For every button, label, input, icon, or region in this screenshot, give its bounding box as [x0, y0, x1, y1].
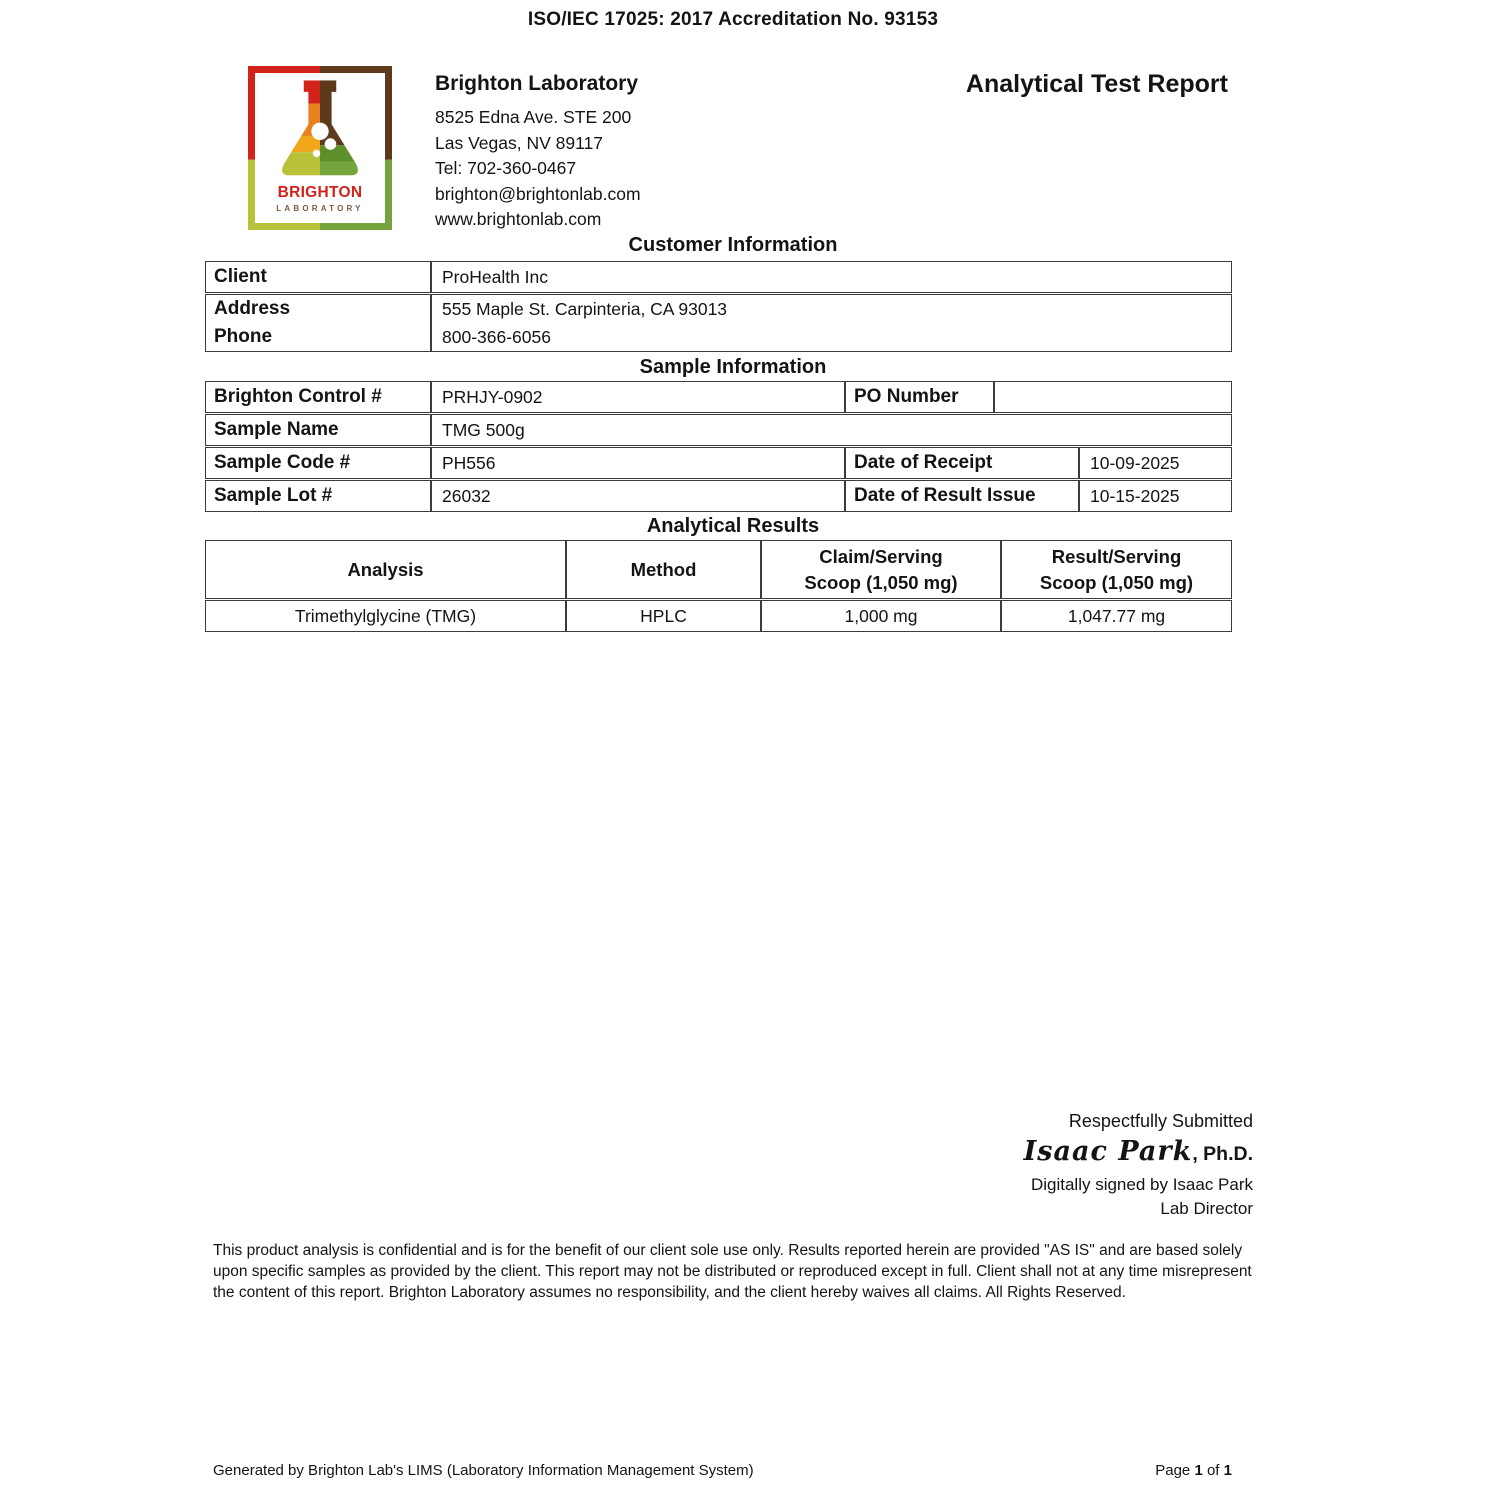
client-label: Client — [205, 261, 431, 293]
date-of-result-issue-label: Date of Result Issue — [845, 480, 1079, 512]
lab-name: Brighton Laboratory — [435, 72, 638, 95]
logo-sub-text: LABORATORY — [276, 204, 364, 213]
flask-icon — [262, 80, 378, 180]
date-of-receipt-value: 10-09-2025 — [1079, 447, 1232, 479]
sample-name-value: TMG 500g — [431, 414, 1232, 446]
claim-column-header: Claim/Serving Scoop (1,050 mg) — [761, 540, 1001, 599]
signature-line — [753, 1136, 1253, 1167]
lab-address-line1: 8525 Edna Ave. STE 200 — [435, 107, 632, 127]
sample-code-label: Sample Code # — [205, 447, 431, 479]
logo-brand-text: BRIGHTON — [277, 184, 363, 201]
sample-information-table — [205, 381, 1232, 512]
address-label: Address — [214, 298, 291, 319]
client-value: ProHealth Inc — [431, 261, 1232, 293]
po-number-value — [994, 381, 1232, 413]
lab-contact-block — [435, 72, 641, 233]
analytical-results-table — [205, 540, 1232, 632]
table-row — [205, 381, 1232, 413]
method-value: HPLC — [566, 600, 761, 632]
result-value: 1,047.77 mg — [1001, 600, 1232, 632]
signature-name: Isaac Park — [1023, 1136, 1193, 1167]
address-phone-labels — [205, 294, 431, 352]
report-title: Analytical Test Report — [965, 70, 1228, 98]
sample-information-title: Sample Information — [639, 356, 827, 378]
method-column-header: Method — [566, 540, 761, 599]
analysis-column-header: Analysis — [205, 540, 566, 599]
respectfully-submitted: Respectfully Submitted — [1068, 1111, 1253, 1131]
table-row — [205, 447, 1232, 479]
lab-address-line2: Las Vegas, NV 89117 — [435, 132, 603, 153]
result-column-header: Result/Serving Scoop (1,050 mg) — [1001, 540, 1232, 599]
disclaimer-text: This product analysis is confidential and is for the benefit of our client sole use only. Results reported herein are provided "AS IS" and are based solely upon specific samples as provided by the client. This report may not be distributed or reproduced except in full. Client shall not at any time misrepresent the content of this report. Brighton Laboratory assumes no responsibility, and the client hereby waives all claims. All Rights Reserved. — [213, 1242, 1252, 1301]
table-row — [205, 294, 1232, 352]
logo-border-bottom — [248, 223, 392, 230]
sample-code-value: PH556 — [431, 447, 845, 479]
control-number-value: PRHJY-0902 — [431, 381, 845, 413]
table-row — [205, 261, 1232, 293]
lab-website: www.brightonlab.com — [435, 209, 602, 229]
brighton-lab-logo — [248, 66, 392, 230]
lab-director-text: Lab Director — [1160, 1199, 1253, 1218]
sample-lot-label: Sample Lot # — [205, 480, 431, 512]
table-row — [205, 414, 1232, 446]
footer-generated-by: Generated by Brighton Lab's LIMS (Laboratory Information Management System) — [213, 1462, 754, 1479]
footer-page-indicator: Page 1 of 1 — [1155, 1462, 1232, 1479]
control-number-label: Brighton Control # — [205, 381, 431, 413]
sample-lot-value: 26032 — [431, 480, 845, 512]
date-of-receipt-label: Date of Receipt — [845, 447, 1079, 479]
sample-name-label: Sample Name — [205, 414, 431, 446]
signature-credentials: , Ph.D. — [1192, 1143, 1253, 1165]
signature-block — [753, 1111, 1253, 1221]
accreditation-header: ISO/IEC 17025: 2017 Accreditation No. 93153 — [527, 9, 939, 30]
results-header-row — [205, 540, 1232, 599]
address-value: 555 Maple St. Carpinteria, CA 93013 — [442, 299, 728, 319]
claim-value: 1,000 mg — [761, 600, 1001, 632]
table-row — [205, 480, 1232, 512]
lab-email: brighton@brightonlab.com — [435, 183, 641, 204]
analysis-value: Trimethylglycine (TMG) — [205, 600, 566, 632]
analytical-results-title: Analytical Results — [646, 515, 820, 537]
digitally-signed-text: Digitally signed by Isaac Park — [1030, 1175, 1253, 1194]
customer-information-table — [205, 261, 1232, 352]
logo-border-top — [248, 66, 392, 73]
date-of-result-issue-value: 10-15-2025 — [1079, 480, 1232, 512]
phone-label: Phone — [214, 326, 273, 347]
results-data-row — [205, 600, 1232, 632]
customer-information-title: Customer Information — [628, 234, 838, 256]
phone-value: 800-366-6056 — [442, 327, 551, 347]
po-number-label: PO Number — [845, 381, 994, 413]
lab-phone: Tel: 702-360-0467 — [435, 158, 577, 178]
address-phone-values — [431, 294, 1232, 352]
